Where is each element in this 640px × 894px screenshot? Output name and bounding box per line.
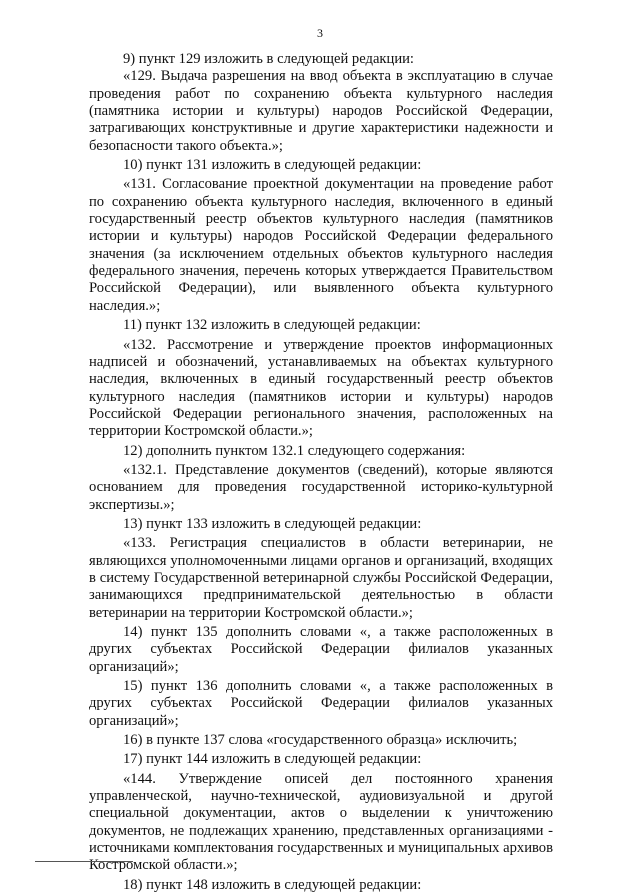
paragraph-item-15: 15) пункт 136 дополнить словами «, а также расположенных в других субъектах Российской Федерации филиалов указанных организаций»; — [89, 678, 553, 729]
paragraph-quote-132: «132. Рассмотрение и утверждение проектов информационных надписей и обозначений, устанавливаемых на объектах культурного наследия, включенных в единый государственный реестр объектов культурного наследия (памятников истории и культуры) народов Российской Федерации регионального значения, расположенных на территории Костромской области.»; — [89, 336, 553, 440]
page-number: 3 — [317, 26, 323, 40]
paragraph-item-9: 9) пункт 129 изложить в следующей редакции: — [123, 51, 414, 67]
document-body — [89, 51, 553, 894]
paragraph-item-10: 10) пункт 131 изложить в следующей редакции: — [123, 157, 422, 174]
paragraph-quote-133: «133. Регистрация специалистов в области ветеринарии, не являющихся уполномоченными лицами органов и организаций, входящих в систему Государственной ветеринарной службы Российской Федерации, занимающихся предпринимательской деятельностью в области ветеринарии на территории Костромской области.»; — [89, 535, 553, 621]
paragraph-quote-144: «144. Утверждение описей дел постоянного хранения управленческой, научно-технической, аудиовизуальной и другой специальной документации, актов о выделении к уничтожению документов, не подлежащих хранению, представленных организациями - источниками комплектования государственных и муниципальных архивов Костромской области.»; — [89, 770, 553, 874]
paragraph-item-18: 18) пункт 148 изложить в следующей редакции: — [123, 876, 422, 893]
paragraph-item-14: 14) пункт 135 дополнить словами «, а также расположенных в других субъектах Российской Федерации филиалов указанных организаций»; — [89, 624, 553, 675]
paragraph-item-11: 11) пункт 132 изложить в следующей редакции: — [123, 317, 421, 334]
footer-rule — [35, 861, 133, 862]
paragraph-item-17: 17) пункт 144 изложить в следующей редакции: — [123, 751, 422, 768]
paragraph-item-12: 12) дополнить пунктом 132.1 следующего содержания: — [123, 442, 466, 459]
paragraph-quote-129: «129. Выдача разрешения на ввод объекта в эксплуатацию в случае проведения работ по сохранению объекта культурного наследия (памятника истории и культуры) народов Российской Федерации, затрагивающих конструктивные и другие характеристики надежности и безопасности такого объекта.»; — [89, 68, 553, 154]
paragraph-item-13: 13) пункт 133 изложить в следующей редакции: — [123, 515, 422, 532]
paragraph-quote-132-1: «132.1. Представление документов (сведений), которые являются основанием для проведения государственной историко-культурной экспертизы.»; — [89, 461, 553, 513]
paragraph-item-16: 16) в пункте 137 слова «государственного образца» исключить; — [123, 732, 518, 749]
paragraph-quote-131: «131. Согласование проектной документации на проведение работ по сохранению объекта культурного наследия, включенного в единый государственный реестр объектов культурного наследия (памятников истории и культуры) народов Российской Федерации федерального значения (за исключением отдельных объектов культурного наследия федерального значения, перечень которых утверждается Правительством Российской Федерации), или выявленного объекта культурного наследия.»; — [89, 176, 553, 314]
